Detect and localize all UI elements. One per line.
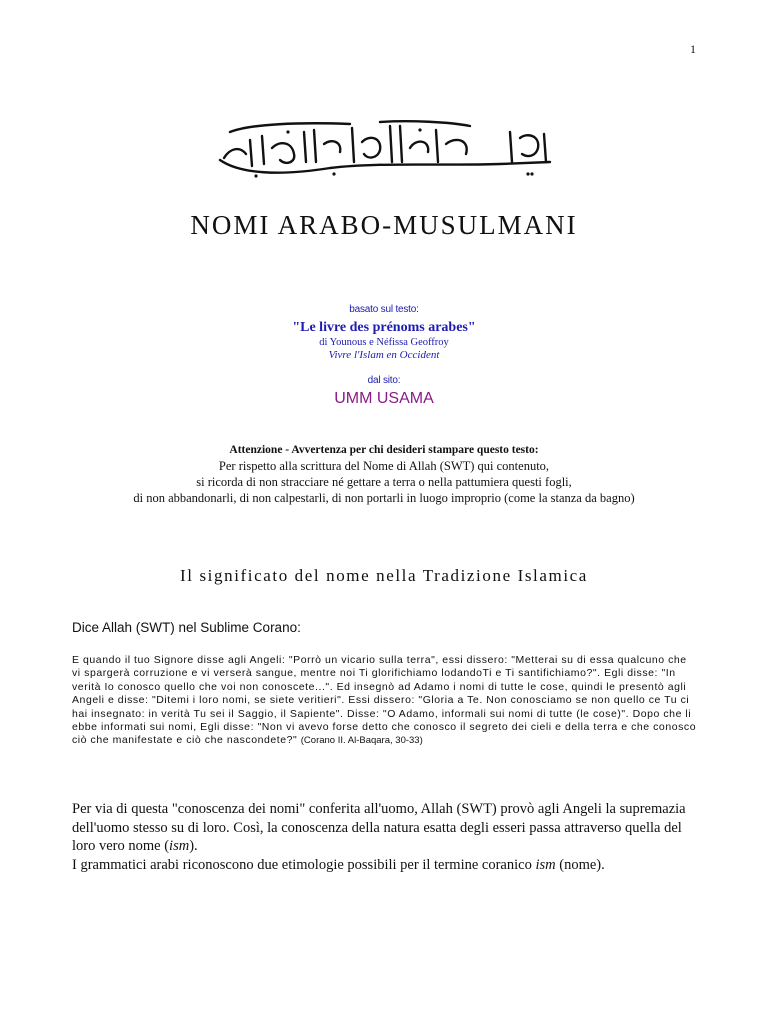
- quote-text: E quando il tuo Signore disse agli Angeli: "Porrò un vicario sulla terra", essi dissero: "Metterai su di essa qualcuno che vi spargerà corruzione e vi verserà sangue, mentre noi Ti glorifichiamo lodandoTi e Ti santifichiamo?". Egli disse: "In verità Io conosco quello che voi non conoscete...". Ed insegnò ad Adamo i nomi di tutte le cose, quindi le presentò agli Angeli e disse: "Ditemi i loro nomi, se siete veritieri". Essi dissero: "Gloria a Te. Non conosciamo se non quello ce Tu ci hai insegnato: in verità Tu sei il Saggio, il Sapiente". Disse: "O Adamo, informali sui nomi di tutte (le cose)". Dopo che li ebbe informati sui nomi, Egli disse: "Non vi avevo forse detto che conosco il segreto dei cieli e della terra e che conosco ciò che manifestate e ciò che nascondete?": [72, 654, 697, 747]
- based-on-label: basato sul testo:: [349, 304, 419, 315]
- quran-quote: [72, 654, 698, 748]
- paragraph-text: Per via di questa "conoscenza dei nomi" conferita all'uomo, Allah (SWT) provò agli Angeli la supremazia dell'uomo stesso su di loro. Così, la conoscenza della natura esatta degli esseri passa attraverso quella del loro vero nome (: [72, 801, 686, 854]
- paragraph: [72, 856, 702, 875]
- paragraph-text: ).: [189, 838, 198, 854]
- site-label: dal sito:: [367, 375, 401, 386]
- quote-citation: (Corano II. Al-Baqara, 30-33): [300, 735, 423, 747]
- notice-line: di non abbandonarli, di non calpestarli, di non portarli in luogo improprio (come la stanza da bagno): [133, 491, 635, 505]
- section-heading: Il significato del nome nella Tradizione Islamica: [180, 566, 588, 585]
- notice-heading: Attenzione - Avvertenza per chi desideri stampare questo testo:: [229, 444, 539, 456]
- italic-term: ism: [169, 838, 190, 854]
- basmala-calligraphy: [210, 118, 560, 188]
- book-subtitle: Vivre l'Islam en Occident: [328, 349, 440, 361]
- paragraph: [72, 800, 702, 856]
- intro-line: Dice Allah (SWT) nel Sublime Corano:: [72, 620, 301, 635]
- paragraph-text: (nome).: [555, 856, 605, 873]
- document-title: NOMI ARABO-MUSULMANI: [190, 210, 578, 240]
- authors: di Younous e Néfissa Geoffroy: [319, 337, 449, 348]
- page-number: 1: [690, 42, 696, 56]
- notice-line: si ricorda di non stracciare né gettare a terra o nella pattumiera questi fogli,: [196, 475, 572, 489]
- paragraph-text: I grammatici arabi riconoscono due etimologie possibili per il termine coranico: [72, 856, 536, 873]
- body-text: [72, 800, 702, 874]
- italic-term: ism: [535, 856, 556, 873]
- book-title: "Le livre des prénoms arabes": [292, 320, 476, 335]
- source-block: [0, 304, 768, 408]
- printing-notice: [0, 442, 768, 506]
- notice-line: Per rispetto alla scrittura del Nome di Allah (SWT) qui contenuto,: [218, 459, 550, 473]
- site-name: UMM USAMA: [334, 390, 434, 407]
